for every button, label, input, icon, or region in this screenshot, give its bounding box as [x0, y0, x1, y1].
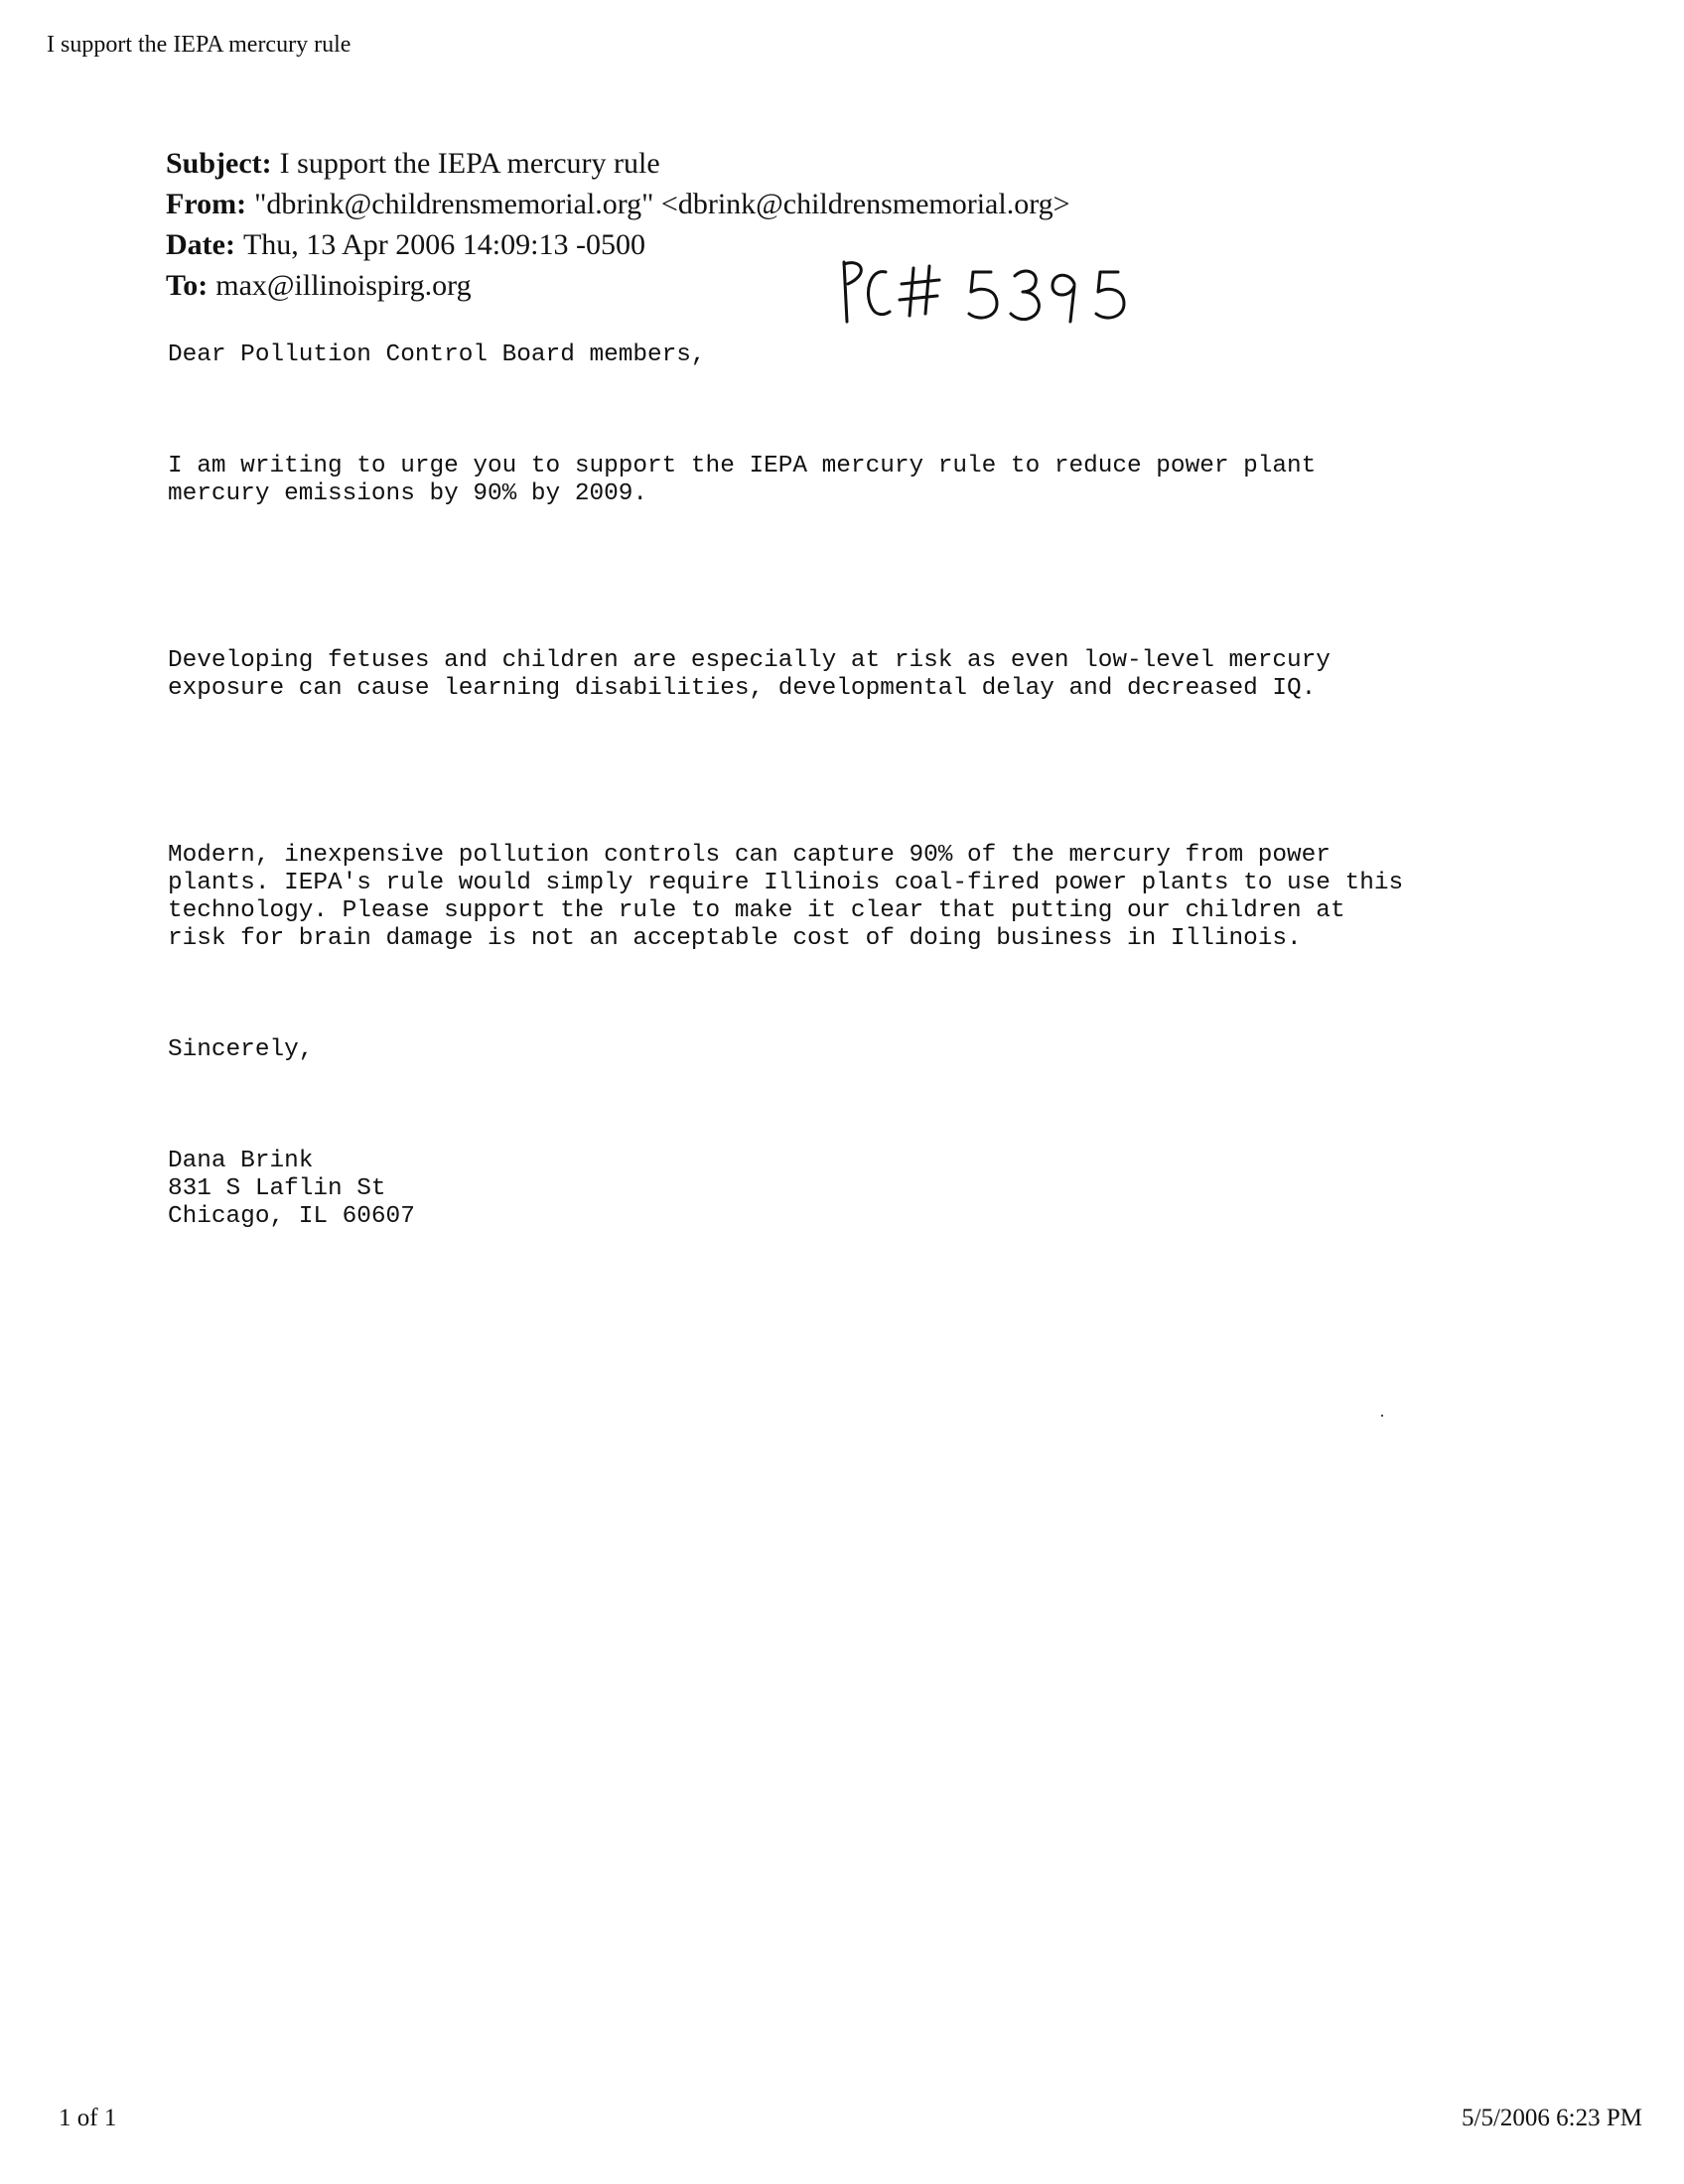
- from-row: [166, 184, 1258, 224]
- page-count: 1 of 1: [59, 2105, 117, 2131]
- body-line: plants. IEPA's rule would simply require Illinois coal-fired power plants to use this: [168, 870, 1404, 896]
- handwritten-pc-number-stamp: [814, 250, 1172, 340]
- body-line: exposure can cause learning disabilities, developmental delay and decreased IQ.: [168, 675, 1317, 702]
- body-line: technology. Please support the rule to make it clear that putting our children at: [168, 897, 1345, 924]
- body-line: Developing fetuses and children are especially at risk as even low-level mercury: [168, 647, 1331, 674]
- scan-speck: [1381, 1415, 1383, 1417]
- signature-name: Dana Brink: [168, 1148, 314, 1174]
- body-paragraph-3: [168, 786, 1558, 1009]
- body-paragraph-2: [168, 592, 1558, 758]
- from-label: From:: [166, 188, 247, 220]
- date-value: Thu, 13 Apr 2006 14:09:13 -0500: [242, 228, 645, 261]
- signature-city: Chicago, IL 60607: [168, 1203, 415, 1230]
- subject-value: I support the IEPA mercury rule: [279, 147, 660, 180]
- subject-row: [166, 143, 1258, 184]
- closing: Sincerely,: [168, 1036, 314, 1063]
- body-line: mercury emissions by 90% by 2009.: [168, 480, 648, 507]
- to-label: To:: [166, 269, 209, 302]
- printed-timestamp: 5/5/2006 6:23 PM: [1462, 2105, 1642, 2131]
- body-line: Modern, inexpensive pollution controls can capture 90% of the mercury from power: [168, 842, 1331, 869]
- signature-street: 831 S Laflin St: [168, 1175, 386, 1202]
- greeting: Dear Pollution Control Board members,: [168, 341, 706, 368]
- body-line: risk for brain damage is not an acceptable cost of doing business in Illinois.: [168, 925, 1302, 952]
- body-line: I am writing to urge you to support the IEPA mercury rule to reduce power plant: [168, 453, 1317, 479]
- email-body: [168, 341, 1558, 1314]
- subject-label: Subject:: [166, 147, 272, 180]
- body-paragraph-1: [168, 397, 1558, 564]
- to-value: max@illinoispirg.org: [215, 269, 472, 302]
- signature-block: [168, 1092, 1558, 1287]
- page-header-title: I support the IEPA mercury rule: [47, 32, 351, 58]
- date-label: Date:: [166, 228, 235, 261]
- from-value: "dbrink@childrensmemorial.org" <dbrink@childrensmemorial.org>: [254, 188, 1070, 220]
